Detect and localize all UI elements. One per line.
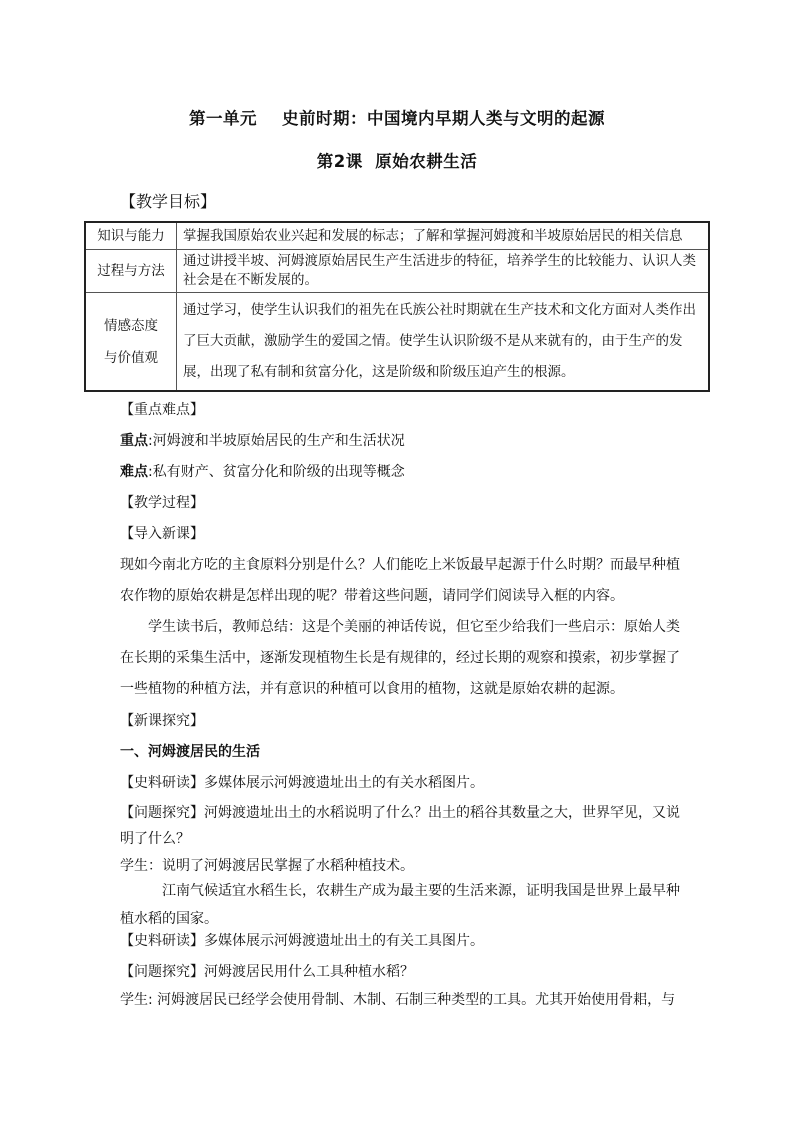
unit-title: 第一单元 史前时期：中国境内早期人类与文明的起源 bbox=[189, 109, 605, 128]
goal-key bbox=[85, 293, 177, 392]
goal-value: 通过学习，使学生认识我们的祖先在氏族公社时期就在生产技术和文化方面对人类作出了巨大贡献，激励学生的爱国之情。使学生认识阶级不是从来就有的，由于生产的发展，出现了私有制和贫富分化，这是阶级和阶级压迫产生的根源。 bbox=[177, 293, 710, 392]
goal-key: 过程与方法 bbox=[85, 250, 177, 293]
key-point-text: :河姆渡和半坡原始居民的生产和生活状况 bbox=[148, 433, 405, 449]
source-reading-2: 【史料研读】多媒体展示河姆渡遗址出土的有关工具图片。 bbox=[120, 933, 484, 949]
subsection-title: 一、河姆渡居民的生活 bbox=[120, 744, 260, 760]
answer-2: 学生: 河姆渡居民已经学会使用骨制、木制、石制三种类型的工具。尤其开始使用骨耜，与 bbox=[120, 992, 676, 1008]
intro-heading: 【导入新课】 bbox=[120, 526, 204, 542]
lesson-title: 第2课 原始农耕生活 bbox=[316, 152, 478, 171]
teaching-goals-heading: 【教学目标】 bbox=[120, 192, 217, 211]
answer-1: 学生：说明了河姆渡居民掌握了水稻种植技术。 bbox=[120, 858, 414, 874]
new-lesson-heading: 【新课探究】 bbox=[120, 713, 204, 729]
key-point-label: 重点 bbox=[120, 433, 148, 449]
source-reading-1: 【史料研读】多媒体展示河姆渡遗址出土的有关水稻图片。 bbox=[120, 775, 484, 791]
question-1: 【问题探究】河姆渡遗址出土的水稻说明了什么？出土的稻谷其数量之大，世界罕见，又说明了什么？ bbox=[120, 805, 680, 847]
intro-paragraph: 现如今南北方吃的主食原料分别是什么？人们能吃上米饭最早起源于什么时期？而最早种植农作物的原始农耕是怎样出现的呢？带着这些问题，请同学们阅读导入框的内容。 bbox=[120, 557, 680, 604]
goal-key: 知识与能力 bbox=[85, 222, 177, 250]
key-point-line bbox=[120, 431, 405, 451]
goal-key-line2: 与价值观 bbox=[104, 349, 158, 366]
table-row bbox=[85, 250, 709, 293]
table-row bbox=[85, 222, 709, 250]
difficult-point-text: :私有财产、贫富分化和阶级的出现等概念 bbox=[148, 464, 405, 480]
key-points-heading: 【重点难点】 bbox=[120, 402, 204, 418]
process-heading: 【教学过程】 bbox=[120, 495, 204, 511]
goal-value: 掌握我国原始农业兴起和发展的标志；了解和掌握河姆渡和半坡原始居民的相关信息 bbox=[177, 222, 710, 250]
goals-table bbox=[84, 221, 710, 392]
goal-key-line1: 情感态度 bbox=[104, 317, 158, 334]
goal-value: 通过讲授半坡、河姆渡原始居民生产生活进步的特征，培养学生的比较能力、认识人类社会是在不断发展的。 bbox=[177, 250, 710, 293]
difficult-point-line bbox=[120, 462, 405, 482]
question-2: 【问题探究】河姆渡居民用什么工具种植水稻？ bbox=[120, 964, 414, 980]
answer-1-cont: 江南气候适宜水稻生长，农耕生产成为最主要的生活来源，证明我国是世界上最早种植水稻的国家。 bbox=[120, 883, 680, 927]
table-row bbox=[85, 293, 709, 392]
teacher-paragraph: 学生读书后，教师总结：这是个美丽的神话传说，但它至少给我们一些启示：原始人类在长期的采集生活中，逐渐发现植物生长是有规律的，经过长期的观察和摸索，初步掌握了一些植物的种植方法，并有意识的种植可以食用的植物，这就是原始农耕的起源。 bbox=[120, 619, 680, 697]
difficult-point-label: 难点 bbox=[120, 464, 148, 480]
